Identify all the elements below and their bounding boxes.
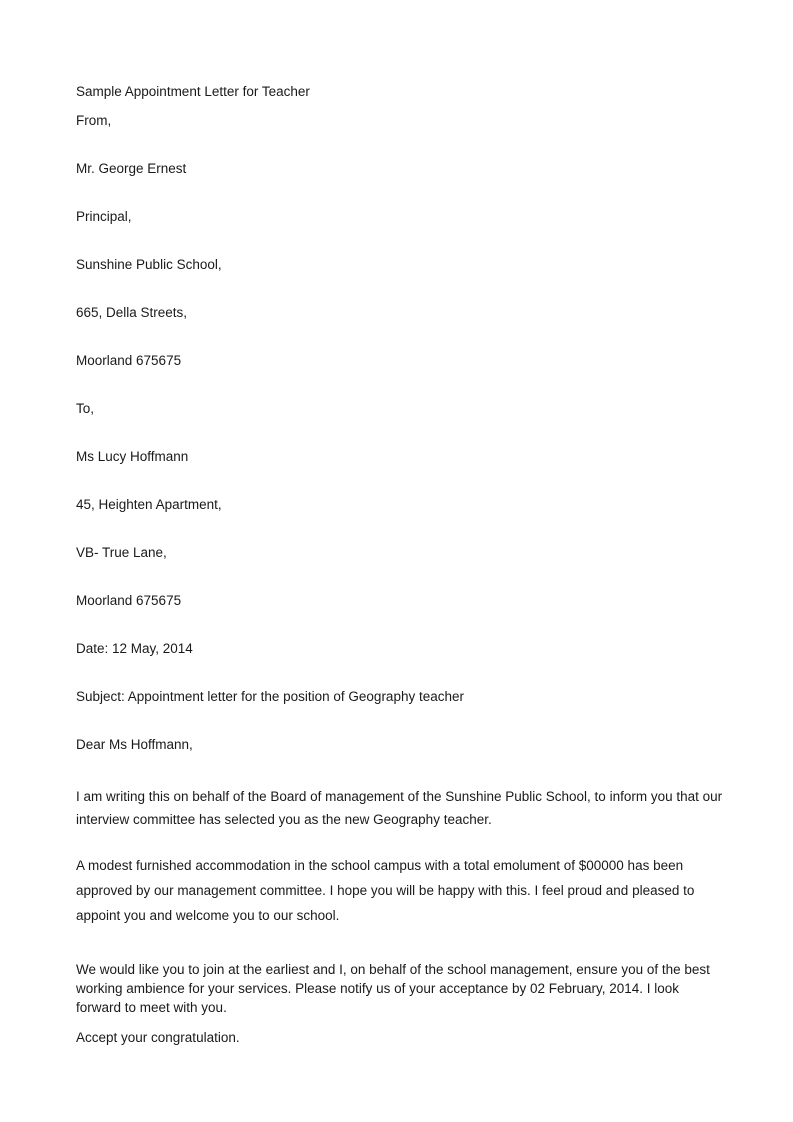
paragraph-line: I am writing this on behalf of the Board of management of the Sunshine Public School, to inform you that our	[76, 789, 723, 804]
letter-subject: Subject: Appointment letter for the position of Geography teacher	[76, 689, 464, 704]
salutation: Dear Ms Hoffmann,	[76, 737, 193, 752]
from-label: From,	[76, 113, 112, 128]
paragraph-line: We would like you to join at the earliest and I, on behalf of the school management, ensure you of the best	[76, 962, 710, 977]
to-label: To,	[76, 401, 95, 416]
recipient-city: Moorland 675675	[76, 593, 182, 608]
sender-name: Mr. George Ernest	[76, 161, 187, 176]
paragraph-line: interview committee has selected you as the new Geography teacher.	[76, 812, 492, 827]
closing-line: Accept your congratulation.	[76, 1030, 240, 1045]
body-paragraph	[76, 960, 716, 1017]
sender-position: Principal,	[76, 209, 132, 224]
paragraph-line: approved by our management committee. I hope you will be happy with this. I feel proud and pleased to	[76, 883, 695, 898]
body-paragraph	[76, 785, 723, 831]
paragraph-line: appoint you and welcome you to our school.	[76, 908, 340, 923]
body-paragraph	[76, 853, 716, 928]
sender-street: 665, Della Streets,	[76, 305, 188, 320]
sender-school: Sunshine Public School,	[76, 257, 222, 272]
recipient-lane: VB- True Lane,	[76, 545, 167, 560]
paragraph-line: working ambience for your services. Please notify us of your acceptance by 02 February, 2014. I look	[76, 981, 680, 996]
paragraph-line: forward to meet with you.	[76, 1000, 227, 1015]
letter-date: Date: 12 May, 2014	[76, 641, 193, 656]
document-title: Sample Appointment Letter for Teacher	[76, 84, 310, 99]
recipient-apartment: 45, Heighten Apartment,	[76, 497, 222, 512]
sender-city: Moorland 675675	[76, 353, 182, 368]
recipient-name: Ms Lucy Hoffmann	[76, 449, 189, 464]
paragraph-line: A modest furnished accommodation in the school campus with a total emolument of $00000 has been	[76, 858, 684, 873]
